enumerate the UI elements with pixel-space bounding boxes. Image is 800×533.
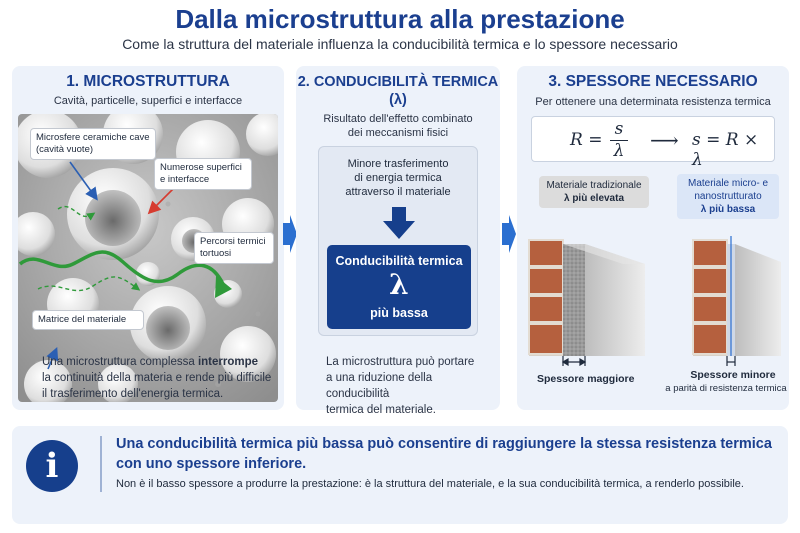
- traditional-label-line1: Materiale tradizionale: [546, 180, 642, 191]
- panel-thickness: [517, 66, 789, 410]
- panel1-title: 1. MICROSTRUTTURA: [66, 73, 230, 90]
- callout-paths-line2: tortuosi: [200, 248, 232, 259]
- info-icon-glyph: i: [45, 446, 59, 486]
- mechanism-text-line1: Minore trasferimento: [347, 158, 449, 170]
- info-icon: [26, 440, 78, 492]
- arrow-right-icon: [283, 215, 297, 253]
- mechanism-text: [319, 157, 477, 199]
- mechanism-box: [318, 146, 478, 336]
- info-headline: [116, 434, 772, 474]
- callout-matrix: Matrice del materiale: [32, 310, 144, 330]
- panel1-footer-l1a: Una microstruttura complessa: [42, 356, 198, 368]
- panel2-footer-l2: a una riduzione della conducibilità: [326, 372, 433, 400]
- panel1-subtitle: Cavità, particelle, superfici e interfacce: [53, 95, 243, 107]
- traditional-label-line2: λ più elevata: [563, 193, 625, 204]
- formula-lhs: R =: [570, 130, 603, 150]
- panel3-title: 3. SPESSORE NECESSARIO: [548, 73, 758, 90]
- callout-paths: [194, 232, 274, 264]
- info-headline-line2: con uno spessore inferiore.: [116, 456, 307, 472]
- callout-microspheres-line2: (cavità vuote): [36, 144, 94, 155]
- panel2-footer: [326, 354, 496, 418]
- info-headline-line1: Una conducibilità termica più bassa può consentire di raggiungere la stessa resistenza termica: [116, 436, 772, 452]
- callout-surfaces-line2: e interfacce: [160, 174, 210, 185]
- formula-numerator: s: [614, 119, 624, 139]
- page-title: Dalla microstruttura alla prestazione: [175, 4, 625, 34]
- page-subtitle: Come la struttura del materiale influenza la conducibilità termica e lo spessore necessario: [122, 36, 678, 52]
- lambda-result-box: [327, 245, 471, 329]
- callout-paths-line1: Percorsi termici: [200, 236, 266, 247]
- formula-result: s = R × λ: [692, 130, 759, 170]
- panel1-footer-l2: la continuità della materia e rende più difficile: [42, 372, 272, 384]
- callout-surfaces: [154, 158, 252, 190]
- arrow-right-icon: [502, 215, 516, 253]
- panel3-subtitle: Per ottenere una determinata resistenza termica: [535, 96, 771, 108]
- info-divider: [100, 436, 102, 492]
- panel2-title: [296, 73, 500, 109]
- panel-microstructure: [12, 66, 284, 410]
- micro-caption-sub: a parità di resistenza termica: [665, 383, 787, 394]
- walls-illustration: [527, 210, 785, 366]
- panel1-footer-l1b: interrompe: [197, 356, 259, 368]
- traditional-wall: [529, 240, 645, 356]
- lambda-box-sub: più bassa: [370, 306, 428, 320]
- formula-box: [531, 116, 775, 170]
- info-text: Non è il basso spessore a produrre la prestazione: è la struttura del materiale, e la sua conducibilità termica, a renderlo possibile.: [116, 478, 744, 490]
- mechanism-text-line2: di energia termica: [354, 172, 442, 184]
- arrow-down-icon: [383, 207, 415, 239]
- formula-arrow-icon: ⟶: [650, 128, 679, 152]
- lambda-symbol: λ: [389, 268, 409, 301]
- info-banner: [12, 426, 788, 524]
- micro-caption: Spessore minore: [690, 369, 776, 381]
- callout-surfaces-line1: Numerose superfici: [160, 162, 242, 173]
- callout-microspheres-line1: Microsfere ceramiche cave: [36, 132, 150, 143]
- panel2-subtitle-line1: Risultato dell'effetto combinato: [323, 113, 473, 125]
- micro-wall: [693, 236, 781, 356]
- panel1-footer-l3: il trasferimento dell'energia termica.: [42, 388, 224, 400]
- panel2-subtitle-line2: dei meccanismi fisici: [347, 127, 449, 139]
- micro-label-line3: λ più bassa: [700, 204, 756, 215]
- mechanism-text-line3: attraverso il materiale: [345, 186, 451, 198]
- lambda-box-title: Conducibilità termica: [335, 254, 463, 268]
- panel1-footer: [42, 354, 282, 402]
- panel2-subtitle: [296, 112, 500, 140]
- traditional-label: [539, 176, 649, 208]
- panel2-footer-l3: termica del materiale.: [326, 404, 436, 416]
- callout-microspheres: [30, 128, 156, 160]
- traditional-caption: Spessore maggiore: [537, 373, 635, 385]
- panel2-title-line1: 2. CONDUCIBILITÀ TERMICA: [297, 74, 499, 90]
- micro-label-line2: nanostrutturato: [694, 191, 762, 202]
- panel2-title-line2: (λ): [389, 92, 407, 108]
- panel2-footer-l1: La microstruttura può portare: [326, 356, 475, 368]
- panel-conductivity: [296, 66, 500, 416]
- formula-denominator: λ: [613, 141, 625, 161]
- micro-label: [677, 174, 779, 219]
- micro-label-line1: Materiale micro- e: [687, 178, 769, 189]
